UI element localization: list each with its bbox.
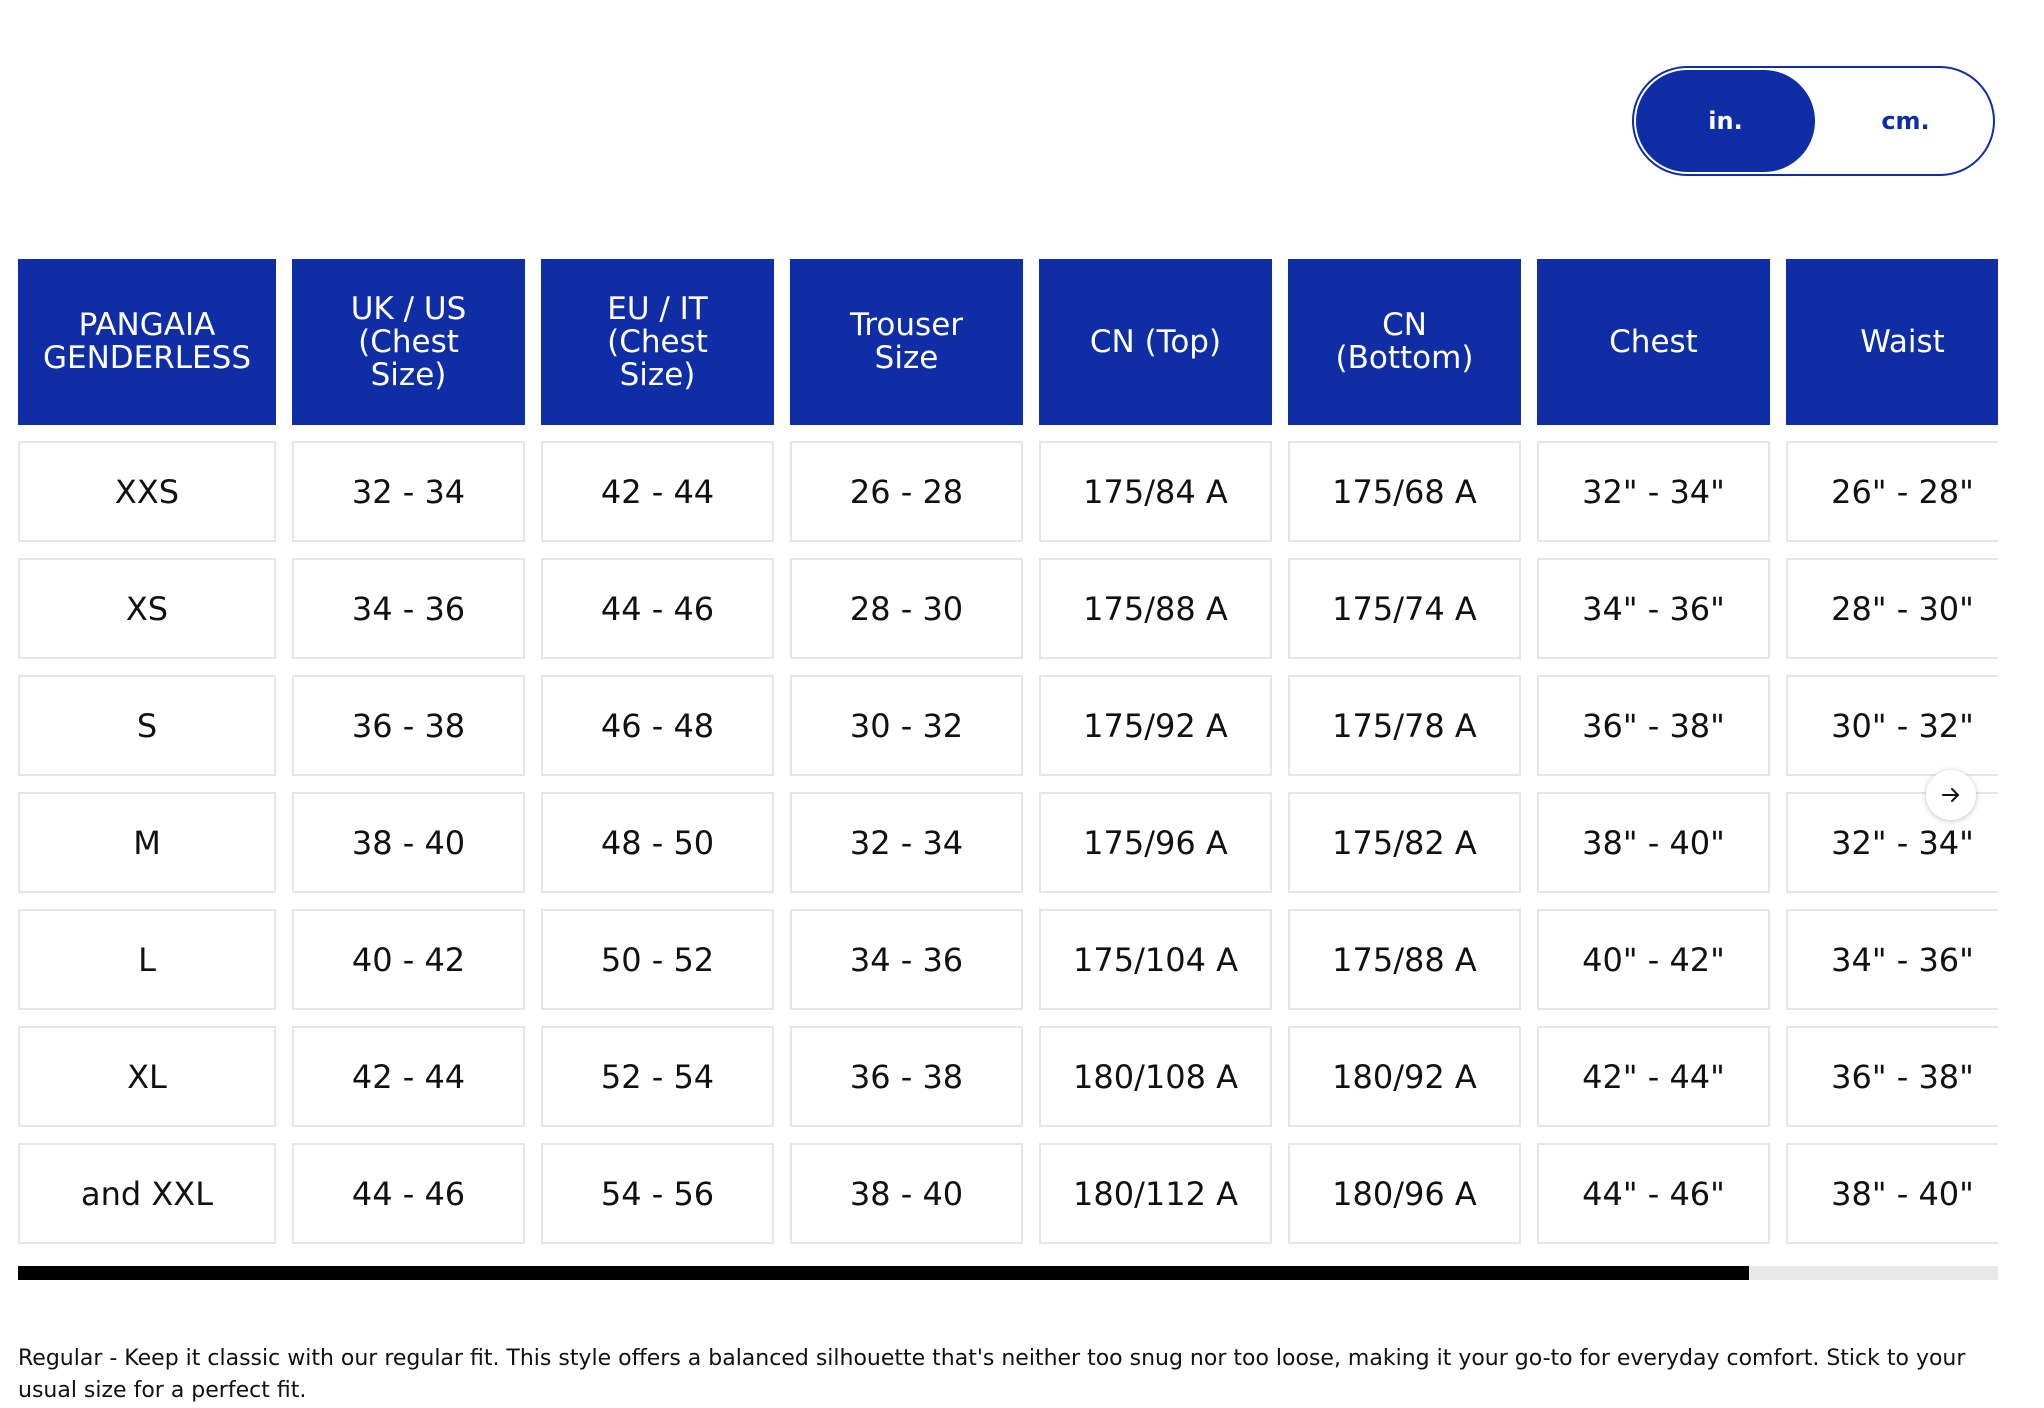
table-cell: 44" - 46" [1537,1143,1770,1244]
header-uk-us-chest [292,259,525,425]
table-cell: M [18,792,276,893]
table-cell: XXS [18,441,276,542]
header-cn-bottom [1288,259,1521,425]
header-pangaia-genderless [18,259,276,425]
scroll-right-button[interactable] [1926,770,1976,820]
table-cell: 30 - 32 [790,675,1023,776]
table-cell: 175/92 A [1039,675,1272,776]
table-cell: 42 - 44 [292,1026,525,1127]
header-trouser-size [790,259,1023,425]
table-cell: 50 - 52 [541,909,774,1010]
table-cell: 36 - 38 [292,675,525,776]
fit-description: Regular - Keep it classic with our regular fit. This style offers a balanced silhouette that's neither too snug nor too loose, making it your go-to for everyday comfort. Stick to your usual size for a perfect fit. [18,1346,1966,1403]
table-cell: 48 - 50 [541,792,774,893]
table-cell: 180/92 A [1288,1026,1521,1127]
header-line: GENDERLESS [42,340,251,376]
table-cell: 36" - 38" [1537,675,1770,776]
header-line: CN [1382,307,1427,343]
header-line: Size) [370,356,447,393]
table-cell: 175/96 A [1039,792,1272,893]
header-chest [1537,259,1770,425]
table-cell: 34 - 36 [292,558,525,659]
header-line: (Chest [607,323,708,360]
table-cell: 42" - 44" [1537,1026,1770,1127]
table-cell: and XXL [18,1143,276,1244]
table-cell: XL [18,1026,276,1127]
header-line: Size) [619,356,696,393]
table-cell: 44 - 46 [292,1143,525,1244]
table-cell: 32 - 34 [790,792,1023,893]
table-cell: S [18,675,276,776]
header-line: CN (Top) [1089,323,1222,360]
header-waist [1786,259,1998,425]
table-cell: 38 - 40 [790,1143,1023,1244]
unit-option-inches[interactable]: in. [1636,70,1815,172]
table-cell: 28" - 30" [1786,558,1998,659]
unit-option-centimeters[interactable]: cm. [1881,107,1930,135]
table-cell: 180/108 A [1039,1026,1272,1127]
unit-toggle[interactable] [1632,66,1995,176]
header-line: PANGAIA [78,307,216,343]
header-line: EU / IT [607,290,708,327]
table-cell: 38" - 40" [1786,1143,1998,1244]
table-cell: 40 - 42 [292,909,525,1010]
header-cn-top [1039,259,1272,425]
header-line: Chest [1609,323,1698,360]
table-cell: 38" - 40" [1537,792,1770,893]
table-cell: L [18,909,276,1010]
header-line: Trouser [849,307,964,343]
table-cell: XS [18,558,276,659]
size-table[interactable] [18,259,1998,1249]
horizontal-scrollbar[interactable] [18,1266,1998,1280]
table-cell: 54 - 56 [541,1143,774,1244]
table-cell: 44 - 46 [541,558,774,659]
header-line: Size [874,340,939,376]
table-cell: 38 - 40 [292,792,525,893]
scrollbar-thumb[interactable] [18,1266,1749,1280]
table-cell: 175/104 A [1039,909,1272,1010]
table-cell: 36" - 38" [1786,1026,1998,1127]
table-cell: 40" - 42" [1537,909,1770,1010]
header-line: UK / US [350,290,467,327]
header-eu-it-chest [541,259,774,425]
header-line: (Bottom) [1335,340,1474,376]
table-cell: 175/78 A [1288,675,1521,776]
table-cell: 32" - 34" [1537,441,1770,542]
table-cell: 36 - 38 [790,1026,1023,1127]
header-line: Waist [1860,323,1945,360]
table-cell: 32" - 34" [1786,792,1998,893]
table-cell: 180/96 A [1288,1143,1521,1244]
table-cell: 32 - 34 [292,441,525,542]
table-cell: 34 - 36 [790,909,1023,1010]
table-cell: 52 - 54 [541,1026,774,1127]
table-cell: 175/68 A [1288,441,1521,542]
table-cell: 175/84 A [1039,441,1272,542]
table-cell: 34" - 36" [1786,909,1998,1010]
table-cell: 46 - 48 [541,675,774,776]
table-cell: 175/88 A [1039,558,1272,659]
arrow-right-icon [1940,784,1962,806]
table-cell: 34" - 36" [1537,558,1770,659]
size-grid [18,259,1998,1244]
table-cell: 175/74 A [1288,558,1521,659]
table-cell: 30" - 32" [1786,675,1998,776]
table-cell: 26" - 28" [1786,441,1998,542]
table-cell: 175/82 A [1288,792,1521,893]
header-line: (Chest [358,323,459,360]
table-cell: 42 - 44 [541,441,774,542]
table-cell: 28 - 30 [790,558,1023,659]
table-cell: 26 - 28 [790,441,1023,542]
table-cell: 175/88 A [1288,909,1521,1010]
table-cell: 180/112 A [1039,1143,1272,1244]
